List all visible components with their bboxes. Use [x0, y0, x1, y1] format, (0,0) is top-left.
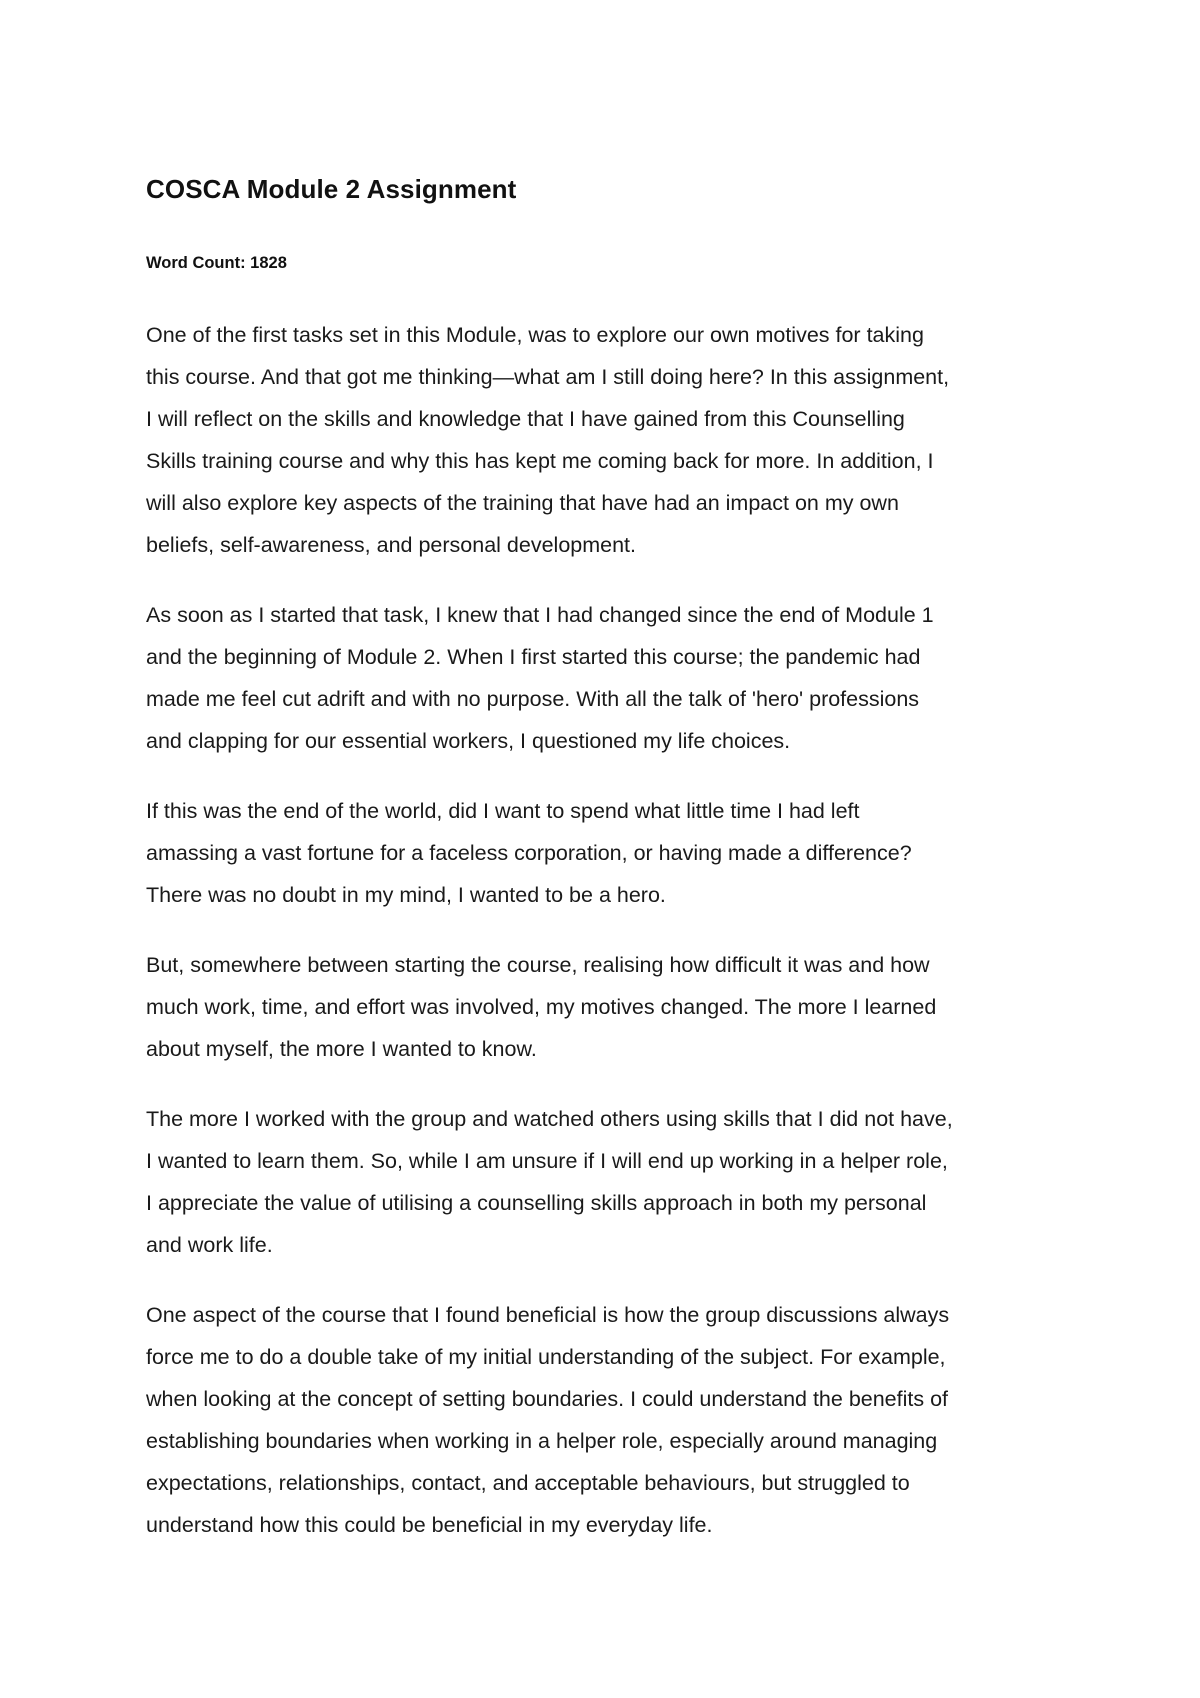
text-line: But, somewhere between starting the course, realising how difficult it was and how [146, 953, 930, 977]
text-line: expectations, relationships, contact, and acceptable behaviours, but struggled to [146, 1471, 910, 1495]
text-line: I appreciate the value of utilising a counselling skills approach in both my personal [146, 1191, 927, 1215]
text-line: The more I worked with the group and watched others using skills that I did not have, [146, 1107, 953, 1131]
paragraph [146, 314, 1076, 566]
text-line: One of the first tasks set in this Module, was to explore our own motives for taking [146, 323, 924, 347]
paragraph [146, 594, 1076, 762]
text-line: beliefs, self-awareness, and personal development. [146, 533, 637, 557]
text-line: If this was the end of the world, did I want to spend what little time I had left [146, 799, 860, 823]
text-line: force me to do a double take of my initial understanding of the subject. For example, [146, 1345, 946, 1369]
text-line: made me feel cut adrift and with no purpose. With all the talk of 'hero' professions [146, 687, 920, 711]
paragraph [146, 1294, 1076, 1546]
text-line: As soon as I started that task, I knew that I had changed since the end of Module 1 [146, 603, 934, 627]
text-line: this course. And that got me thinking—what am I still doing here? In this assignment, [146, 365, 950, 389]
document-body [146, 314, 1076, 1574]
paragraph [146, 790, 1076, 916]
text-line: I will reflect on the skills and knowledge that I have gained from this Counselling [146, 407, 905, 431]
text-line: about myself, the more I wanted to know. [146, 1037, 537, 1061]
text-line: understand how this could be beneficial in my everyday life. [146, 1513, 713, 1537]
paragraph [146, 944, 1076, 1070]
word-count: Word Count: 1828 [146, 254, 287, 272]
text-line: when looking at the concept of setting boundaries. I could understand the benefits of [146, 1387, 949, 1411]
paragraph [146, 1098, 1076, 1266]
text-line: and clapping for our essential workers, I questioned my life choices. [146, 729, 791, 753]
document-title: COSCA Module 2 Assignment [146, 174, 517, 204]
text-line: establishing boundaries when working in a helper role, especially around managing [146, 1429, 938, 1453]
text-line: and work life. [146, 1233, 273, 1257]
text-line: amassing a vast fortune for a faceless corporation, or having made a difference? [146, 841, 912, 865]
text-line: and the beginning of Module 2. When I first started this course; the pandemic had [146, 645, 921, 669]
text-line: much work, time, and effort was involved, my motives changed. The more I learned [146, 995, 937, 1019]
text-line: will also explore key aspects of the training that have had an impact on my own [146, 491, 899, 515]
text-line: There was no doubt in my mind, I wanted to be a hero. [146, 883, 666, 907]
text-line: One aspect of the course that I found beneficial is how the group discussions always [146, 1303, 950, 1327]
text-line: I wanted to learn them. So, while I am unsure if I will end up working in a helper role, [146, 1149, 948, 1173]
text-line: Skills training course and why this has kept me coming back for more. In addition, I [146, 449, 934, 473]
